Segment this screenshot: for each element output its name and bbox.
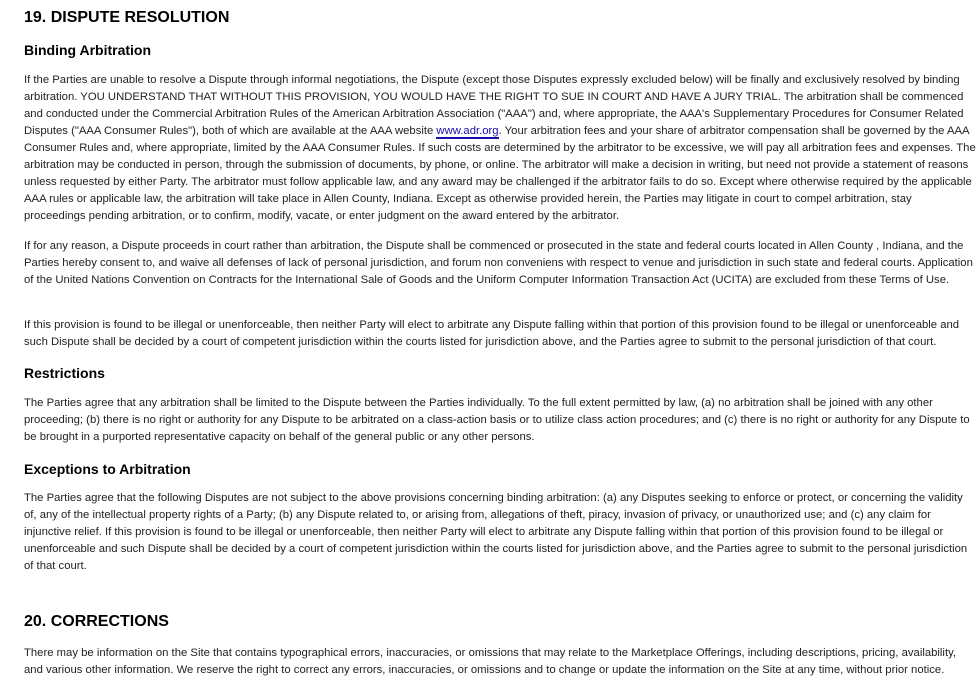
heading-binding-arbitration: Binding Arbitration xyxy=(24,42,152,58)
paragraph-text: If the Parties are unable to resolve a Dispute through informal negotiations, the Dispute (except those Disputes expressly excluded below) will be finally and exclusively resolved by binding arbitration. YOU UNDERSTAND THAT WITHOUT THIS PROVISION, YOU WOULD HAVE THE RIGHT TO SUE IN COURT AND HAVE A JURY TRIAL. The arbitration shall be commenced and conducted under the Commercial Arbitration Rules of the American Arbitration Association ("AAA") and, where appropriate, the AAA's Supplementary Procedures for Consumer Related Disputes ("AAA Consumer Rules"), both of which are available at the AAA website xyxy=(24,74,964,137)
heading-restrictions: Restrictions xyxy=(24,365,105,381)
paragraph-text: . Your arbitration fees and your share of arbitrator compensation shall be governed by the AAA Consumer Rules and, where appropriate, limited by the AAA Consumer Rules. If such costs are determined by the arbitrator to be excessive, we will pay all arbitration fees and expenses. The arbitration may be conducted in person, through the submission of documents, by phone, or online. The arbitrator will make a decision in writing, but need not provide a statement of reasons unless requested by either Party. The arbitrator must follow applicable law, and any award may be challenged if the arbitrator fails to do so. Except where otherwise required by the applicable AAA rules or applicable law, the arbitration will take place in Allen County, Indiana. Except as otherwise provided herein, the Parties may litigate in court to compel arbitration, stay proceedings pending arbitration, or to confirm, modify, vacate, or enter judgment on the award entered by the arbitrator. xyxy=(24,125,976,222)
section-title-corrections: 20. CORRECTIONS xyxy=(24,613,169,630)
section-title-dispute-resolution: 19. DISPUTE RESOLUTION xyxy=(24,9,230,26)
paragraph-exceptions: The Parties agree that the following Disputes are not subject to the above provisions concerning binding arbitration: (a) any Disputes seeking to enforce or protect, or concerning the validity of, any of the intellectual property rights of a Party; (b) any Dispute related to, or arising from, allegations of theft, piracy, invasion of privacy, or unauthorized use; and (c) any claim for injunctive relief. If this provision is found to be illegal or unenforceable, then neither Party will elect to arbitrate any Dispute falling within that portion of this provision found to be illegal or unenforceable and such Dispute shall be decided by a court of competent jurisdiction within the courts listed for jurisdiction above, and the Parties agree to submit to the personal jurisdiction of that court. xyxy=(24,492,968,572)
paragraph-restrictions: The Parties agree that any arbitration shall be limited to the Dispute between the Parties individually. To the full extent permitted by law, (a) no arbitration shall be joined with any other proceeding; (b) there is no right or authority for any Dispute to be arbitrated on a class-action basis or to utilize class action procedures; and (c) there is no right or authority for any Dispute to be brought in a purported representative capacity on behalf of the general public or any other persons. xyxy=(24,397,970,443)
paragraph-court-venue: If for any reason, a Dispute proceeds in court rather than arbitration, the Dispute shall be commenced or prosecuted in the state and federal courts located in Allen County , Indiana, and the Parties hereby consent to, and waive all defenses of lack of personal jurisdiction, and forum non conveniens with respect to venue and jurisdiction in such state and federal courts. Application of the United Nations Convention on Contracts for the International Sale of Goods and the Uniform Computer Information Transaction Act (UCITA) are excluded from these Terms of Use. xyxy=(24,240,973,286)
paragraph-corrections: There may be information on the Site that contains typographical errors, inaccuracies, or omissions that may relate to the Marketplace Offerings, including descriptions, pricing, availability, and various other information. We reserve the right to correct any errors, inaccuracies, or omissions and to change or update the information on the Site at any time, without prior notice. xyxy=(24,647,957,676)
heading-exceptions: Exceptions to Arbitration xyxy=(24,461,191,477)
paragraph-illegal-provision: If this provision is found to be illegal or unenforceable, then neither Party will elect to arbitrate any Dispute falling within that portion of this provision found to be illegal or unenforceable and such Dispute shall be decided by a court of competent jurisdiction within the courts listed for jurisdiction above, and the Parties agree to submit to the personal jurisdiction of that court. xyxy=(24,319,960,348)
paragraph-binding-arbitration xyxy=(24,72,976,225)
adr-website-link[interactable]: www.adr.org xyxy=(436,125,499,137)
